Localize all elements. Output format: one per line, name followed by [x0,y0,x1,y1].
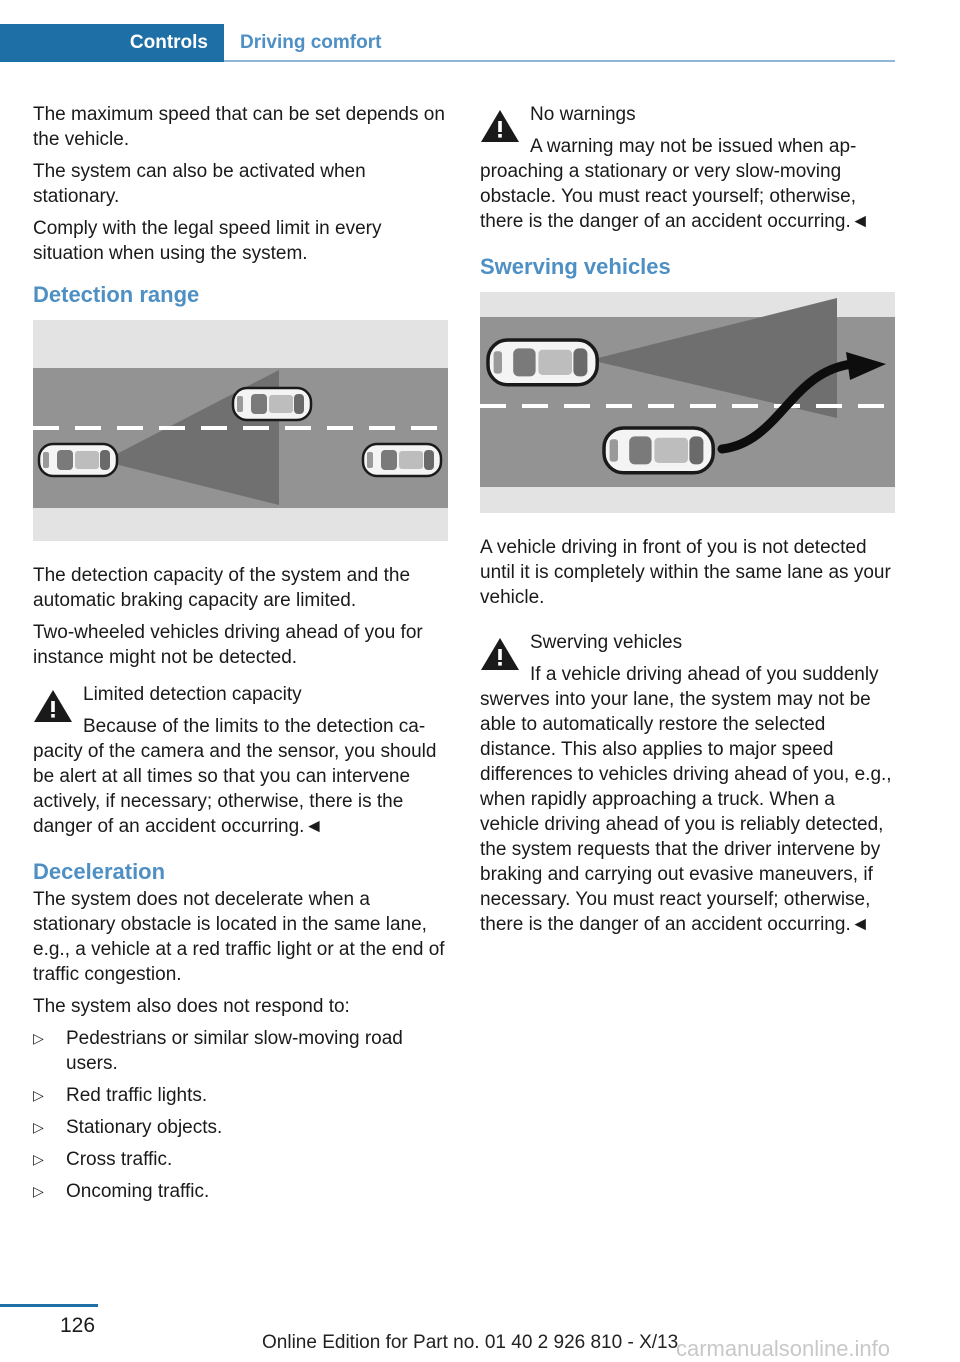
heading-swerving-vehicles: Swerving vehicles [480,254,671,279]
paragraph: Two-wheeled vehicles driving ahead of you for instance might not be detected. [33,622,423,668]
list-item [33,1083,449,1108]
warning-text: swerves into your lane, the system may not be able to automatically restore the selected distance. This also applies to major speed differences to vehicles driving ahead of you, e.g., when rapidly approaching a truck. When a vehicle driving ahead of you is reliably detected, the system requests that the driver intervene by braking and carrying out evasive maneuvers, if necessary. You must react yourself; otherwise, there is the danger of an accident occurring.◄ [480,689,892,935]
detection-range-illustration [33,320,448,541]
list-item-text: Pedestrians or similar slow-moving road users. [66,1028,403,1074]
warning-swerving-vehicles [480,630,896,937]
warning-title: Swerving vehicles [530,632,683,653]
warning-title: Limited detection capacity [83,684,302,705]
edition-note: Online Edition for Part no. 01 40 2 926 810 - X/13 [262,1332,679,1353]
list-item [33,1147,449,1172]
warning-limited-detection [33,682,449,839]
swerving-vehicles-illustration [480,292,895,513]
paragraph: A vehicle driving in front of you is not detected until it is completely within the same lane as your vehicle. [480,537,891,608]
paragraph: The system does not decelerate when a stationary obstacle is located in the same lane, e.g., a vehicle at a red traffic light or at the end of traffic congestion. [33,889,445,985]
paragraph: The detection capacity of the system and the automatic braking capacity are limited. [33,565,411,611]
list-item-text: Oncoming traffic. [66,1181,210,1202]
paragraph: Comply with the legal speed limit in every situation when using the system. [33,218,382,264]
header-rule [224,60,895,62]
page-header [0,24,895,62]
paragraph: The system also does not respond to: [33,996,350,1017]
section-label: Controls [129,32,208,53]
list-item [33,1179,449,1204]
watermark: carmanualsonline.info [676,1336,891,1361]
warning-text: pacity of the camera and the sensor, you should be alert at all times so that you can intervene actively, if necessary; otherwise, there is the danger of an accident occurring.◄ [33,741,437,837]
heading-deceleration: Deceleration [33,859,166,884]
bullet-triangle-icon: ▷ [33,1151,44,1167]
right-column [480,102,896,955]
paragraph: The system can also be activated when stationary. [33,161,366,207]
warning-text: proaching a stationary or very slow-moving obstacle. You must react yourself; otherwise, there is the danger of an accident occurring.◄ [480,161,870,232]
warning-title: No warnings [530,104,636,125]
paragraph: The maximum speed that can be set depends on the vehicle. [33,104,445,150]
warning-text-first-line: Because of the limits to the detection ca- [83,716,426,737]
heading-detection-range: Detection range [33,282,200,307]
list-item-text: Red traffic lights. [66,1085,208,1106]
warning-text-first-line: If a vehicle driving ahead of you suddenly [530,664,879,685]
subsection-label: Driving comfort [240,32,382,53]
warning-triangle-icon [33,688,73,724]
bullet-triangle-icon: ▷ [33,1183,44,1199]
bullet-triangle-icon: ▷ [33,1087,44,1103]
warning-triangle-icon [480,636,520,672]
list-item-text: Stationary objects. [66,1117,223,1138]
bullet-list [33,1026,449,1204]
bullet-triangle-icon: ▷ [33,1119,44,1135]
warning-text-first-line: A warning may not be issued when ap- [530,136,857,157]
page-number: 126 [60,1314,96,1337]
section-tab-controls [0,24,224,62]
list-item [33,1115,449,1140]
footer-rule [0,1304,98,1307]
left-column [33,102,449,1211]
warning-no-warnings [480,102,896,234]
list-item [33,1026,449,1076]
list-item-text: Cross traffic. [66,1149,173,1170]
warning-triangle-icon [480,108,520,144]
bullet-triangle-icon: ▷ [33,1030,44,1046]
